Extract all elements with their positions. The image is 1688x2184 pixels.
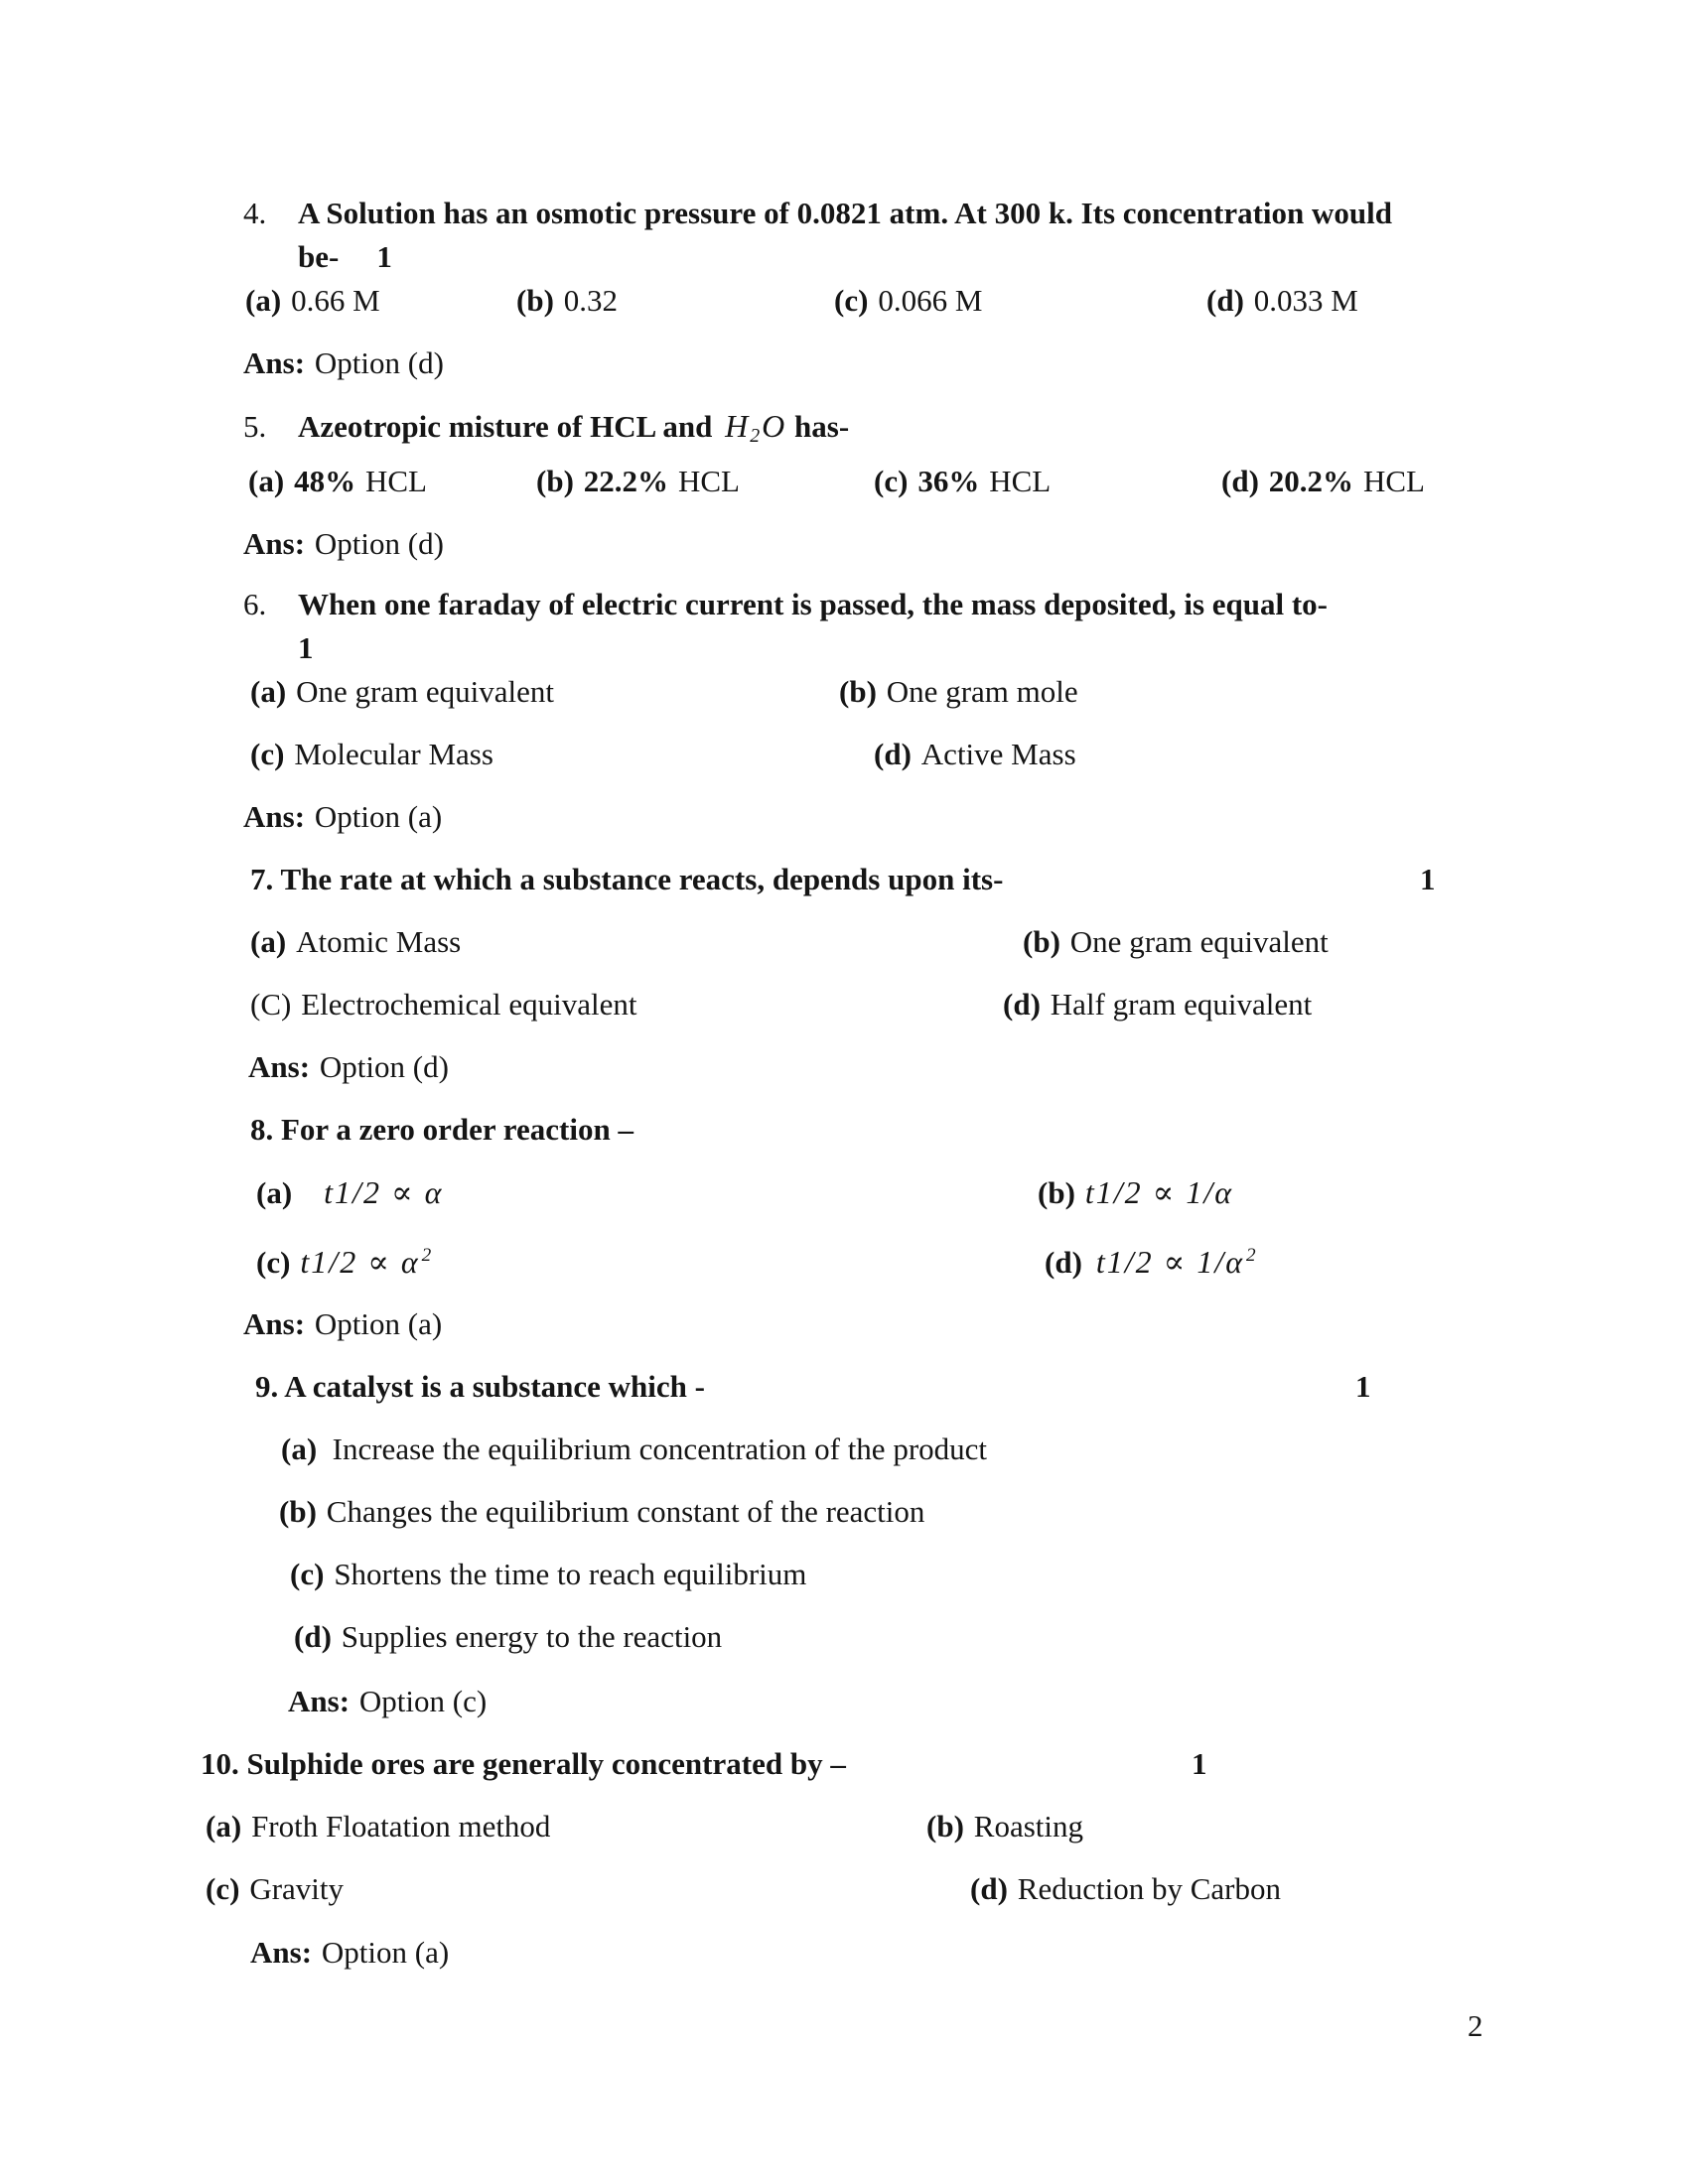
question-8-option-c — [256, 1244, 431, 1281]
question-10-option-d — [970, 1871, 1281, 1907]
option-text: Atomic Mass — [296, 924, 462, 959]
option-label: (b) — [516, 283, 554, 318]
question-5-title-pre: Azeotropic misture of HCL and — [298, 409, 713, 444]
question-4-number: 4. — [243, 196, 267, 230]
question-5-option-d — [1221, 464, 1425, 499]
question-9-title: 9. A catalyst is a substance which - — [255, 1369, 705, 1404]
option-label: (c) — [834, 283, 869, 318]
question-6-option-d — [874, 737, 1076, 772]
question-6-marks-line — [298, 630, 314, 666]
half-life-formula: t1/2 ∝ α — [300, 1244, 420, 1280]
question-7-answer — [248, 1049, 449, 1085]
option-text: 0.66 M — [291, 283, 380, 318]
option-label: (b) — [279, 1494, 317, 1529]
question-6-number: 6. — [243, 587, 267, 621]
answer-label: Ans: — [243, 345, 306, 380]
question-4-option-a — [245, 283, 380, 319]
question-7-option-a — [250, 924, 461, 960]
option-text: One gram equivalent — [296, 674, 555, 709]
option-text: One gram mole — [886, 674, 1078, 709]
option-label: (b) — [1038, 1175, 1075, 1210]
option-label: (d) — [1045, 1245, 1082, 1280]
question-4-answer — [243, 345, 444, 381]
option-text: 0.033 M — [1253, 283, 1358, 318]
answer-label: Ans: — [250, 1935, 313, 1970]
option-text: Electrochemical equivalent — [301, 987, 637, 1022]
option-value: 48% — [294, 464, 356, 498]
option-text: One gram equivalent — [1069, 924, 1329, 959]
question-9-option-b — [279, 1494, 924, 1530]
option-label: (a) — [206, 1809, 242, 1843]
question-5-option-a — [248, 464, 427, 499]
option-text: Reduction by Carbon — [1017, 1871, 1281, 1906]
question-4-title-text: A Solution has an osmotic pressure of 0.0821 atm. At 300 k. Its concentration would — [298, 196, 1393, 230]
option-label: (a) — [248, 464, 285, 498]
option-label: (a) — [245, 283, 282, 318]
question-6-option-a — [250, 674, 554, 710]
option-label: (a) — [250, 924, 287, 959]
question-6-option-c — [250, 737, 493, 772]
question-7-option-b — [1023, 924, 1329, 960]
option-label: (d) — [874, 737, 912, 771]
question-5-answer — [243, 526, 444, 562]
half-life-formula: t1/2 ∝ 1/α — [1084, 1174, 1234, 1210]
question-8-option-d — [1045, 1244, 1256, 1281]
question-10-option-b — [926, 1809, 1083, 1844]
option-label: (c) — [250, 737, 285, 771]
question-10-title: 10. Sulphide ores are generally concentrated by – — [201, 1746, 846, 1781]
option-text: HCL — [1362, 464, 1425, 498]
option-text: Roasting — [973, 1809, 1084, 1843]
answer-label: Ans: — [243, 1306, 306, 1341]
option-label: (a) — [281, 1432, 318, 1466]
question-9-answer — [288, 1684, 487, 1719]
answer-label: Ans: — [243, 526, 306, 561]
option-label: (C) — [250, 987, 292, 1022]
answer-text: Option (a) — [321, 1935, 450, 1970]
option-label: (a) — [256, 1175, 293, 1210]
question-6-answer — [243, 799, 442, 835]
question-5-title — [243, 408, 849, 448]
question-9-marks: 1 — [1355, 1369, 1371, 1404]
option-label: (c) — [206, 1871, 240, 1906]
option-label: (b) — [1023, 924, 1060, 959]
answer-text: Option (a) — [314, 1306, 443, 1341]
answer-label: Ans: — [288, 1684, 351, 1718]
option-text: Molecular Mass — [294, 737, 493, 771]
question-4-option-c — [834, 283, 982, 319]
question-4-title-line1 — [243, 196, 1392, 231]
half-life-formula: t1/2 ∝ α — [324, 1174, 444, 1210]
answer-text: Option (c) — [358, 1684, 488, 1718]
option-text: Supplies energy to the reaction — [341, 1619, 723, 1654]
question-7-marks: 1 — [1420, 862, 1436, 896]
question-5-option-b — [536, 464, 740, 499]
option-label: (b) — [839, 674, 877, 709]
option-value: 20.2% — [1268, 464, 1354, 498]
option-text: Increase the equilibrium concentration of the product — [332, 1432, 988, 1466]
question-4-title-line2: be- 1 — [298, 239, 392, 274]
question-6-marks: 1 — [298, 630, 314, 665]
question-6-title-line1 — [243, 587, 1328, 622]
half-life-formula: t1/2 ∝ 1/α — [1095, 1244, 1245, 1280]
option-text: HCL — [677, 464, 740, 498]
question-10-marks: 1 — [1192, 1746, 1207, 1781]
option-label: (b) — [536, 464, 574, 498]
question-8-title: 8. For a zero order reaction – — [250, 1112, 633, 1147]
option-label: (d) — [294, 1619, 332, 1654]
question-10-option-a — [206, 1809, 550, 1844]
option-label: (c) — [256, 1245, 291, 1280]
option-label: (c) — [874, 464, 909, 498]
option-text: Changes the equilibrium constant of the reaction — [326, 1494, 925, 1529]
question-7-option-c — [250, 987, 636, 1023]
question-4-option-b — [516, 283, 618, 319]
answer-text: Option (d) — [314, 526, 444, 561]
question-10-answer — [250, 1935, 449, 1971]
option-value: 36% — [917, 464, 980, 498]
question-5-option-c — [874, 464, 1051, 499]
question-10-option-c — [206, 1871, 344, 1907]
answer-label: Ans: — [243, 799, 306, 834]
question-6-option-b — [839, 674, 1078, 710]
question-4-marks: 1 — [376, 239, 392, 274]
question-6-title-text: When one faraday of electric current is passed, the mass deposited, is equal to- — [298, 587, 1329, 621]
question-8-option-a — [256, 1174, 445, 1211]
question-8-answer — [243, 1306, 442, 1342]
question-8-option-b — [1038, 1174, 1235, 1211]
h2o-formula: $H_2O$ — [725, 408, 787, 447]
option-text: Gravity — [249, 1871, 345, 1906]
option-text: Half gram equivalent — [1050, 987, 1313, 1022]
option-label: (d) — [1003, 987, 1041, 1022]
option-text: 0.066 M — [878, 283, 983, 318]
answer-label: Ans: — [248, 1049, 311, 1084]
question-7-option-d — [1003, 987, 1312, 1023]
option-label: (b) — [926, 1809, 964, 1843]
option-label: (d) — [1206, 283, 1244, 318]
question-7-title: 7. The rate at which a substance reacts, depends upon its- — [250, 862, 1004, 896]
formula-exponent: 2 — [1246, 1245, 1256, 1267]
option-text: HCL — [989, 464, 1052, 498]
option-label: (d) — [1221, 464, 1259, 498]
option-text: Froth Floatation method — [251, 1809, 551, 1843]
option-value: 22.2% — [583, 464, 669, 498]
answer-text: Option (a) — [314, 799, 443, 834]
question-9-option-d — [294, 1619, 722, 1655]
option-text: Active Mass — [920, 737, 1076, 771]
option-text: 0.32 — [563, 283, 619, 318]
option-label: (a) — [250, 674, 287, 709]
h2o-subscript: 2 — [750, 424, 763, 447]
option-text: Shortens the time to reach equilibrium — [334, 1557, 807, 1591]
answer-text: Option (d) — [314, 345, 444, 380]
formula-exponent: 2 — [421, 1245, 432, 1267]
question-4-option-d — [1206, 283, 1358, 319]
answer-text: Option (d) — [319, 1049, 449, 1084]
question-9-option-a — [281, 1432, 987, 1467]
question-9-option-c — [290, 1557, 806, 1592]
option-text: HCL — [364, 464, 427, 498]
question-5-number: 5. — [243, 409, 267, 444]
option-label: (d) — [970, 1871, 1008, 1906]
question-5-title-post: has- — [794, 409, 850, 444]
page-number: 2 — [1468, 2008, 1483, 2043]
option-label: (c) — [290, 1557, 325, 1591]
